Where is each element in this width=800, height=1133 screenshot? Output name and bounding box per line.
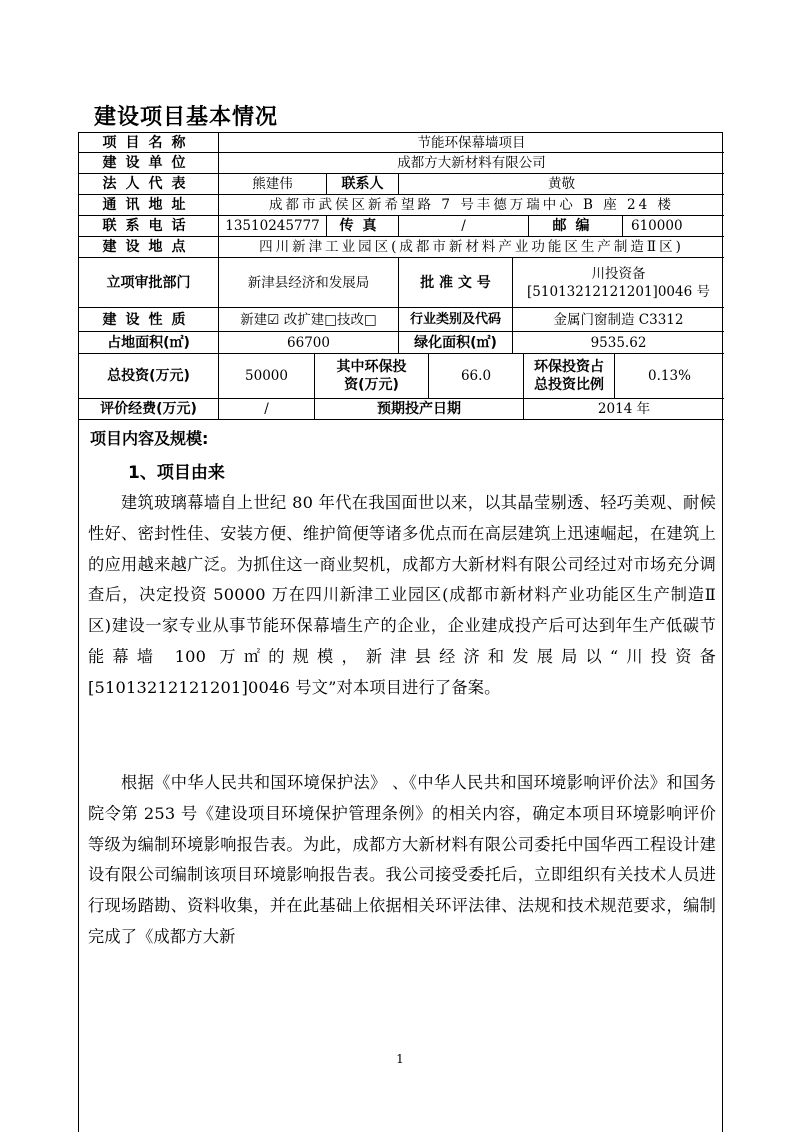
builder-value: 成都方大新材料有限公司 (219, 153, 724, 174)
total-inv-value: 50000 (219, 354, 315, 399)
paragraph-1: 建筑玻璃幕墙自上世纪 80 年代在我国面世以来，以其晶莹剔透、轻巧美观、耐候性好、密封性佳、安装方便、维护简便等诸多优点而在高层建筑上迅速崛起，在建筑上的应用越来越广泛。为抓住这一商业契机，成都方大新材料有限公司经过对市场充分调查后，决定投资 50000 万在四川新津工业园区(成都市新材料产业功能区生产制造Ⅱ区)建设一家专业从事节能环保幕墙生产的企业，企业建成投产后可达到年生产低碳节能幕墙 100 万㎡的规模，新津县经济和发展局以“川投资备[51013212121201]0046 号文”对本项目进行了备案。 (88, 493, 716, 697)
project-name-label: 项目名称 (79, 133, 219, 153)
env-ratio-label-line1: 环保投资占 (534, 359, 604, 375)
contact-label: 联系人 (327, 174, 399, 195)
project-name-value: 节能环保幕墙项目 (219, 133, 724, 153)
builder-label: 建设单位 (79, 153, 219, 174)
fax-value: / (399, 216, 529, 237)
section-title: 项目内容及规模: (90, 429, 209, 448)
approval-dept-label: 立项审批部门 (79, 258, 219, 308)
area-value: 66700 (219, 332, 399, 354)
approval-doc-line2: [51013212121201]0046 号 (527, 283, 710, 300)
prod-date-value: 2014 年 (524, 399, 724, 420)
fax-label: 传真 (327, 216, 399, 237)
industry-value: 金属门窗制造 C3312 (513, 308, 724, 332)
approval-dept-value: 新津县经济和发展局 (219, 258, 399, 308)
legal-rep-label: 法人代表 (79, 174, 219, 195)
phone-value: 13510245777 (219, 216, 327, 237)
industry-label: 行业类别及代码 (399, 308, 513, 332)
eval-fee-label: 评价经费(万元) (79, 399, 219, 420)
postcode-value: 610000 (623, 216, 724, 237)
eval-fee-value: / (219, 399, 315, 420)
approval-doc-label: 批 准 文 号 (399, 258, 513, 308)
subsection-title: 1、项目由来 (128, 463, 225, 483)
env-ratio-value: 0.13% (615, 354, 724, 399)
nature-value: 新建☑ 改扩建□技改□ (219, 308, 399, 332)
area-label: 占地面积(㎡) (79, 332, 219, 354)
env-ratio-label-line2: 总投资比例 (534, 377, 604, 393)
address-value: 成都市武侯区新希望路 7 号丰德万瑞中心 B 座 24 楼 (219, 195, 724, 216)
green-area-label: 绿化面积(㎡) (399, 332, 513, 354)
approval-doc-value (513, 258, 724, 308)
contact-value: 黄敬 (399, 174, 724, 195)
page-title: 建设项目基本情况 (94, 105, 279, 130)
env-inv-label (315, 354, 429, 399)
nature-label: 建设性质 (79, 308, 219, 332)
env-inv-label-line1: 其中环保投 (336, 359, 407, 375)
legal-rep-value: 熊建伟 (219, 174, 327, 195)
total-inv-label: 总投资(万元) (79, 354, 219, 399)
address-label: 通讯地址 (79, 195, 219, 216)
paragraph-2: 根据《中华人民共和国环境保护法》 、《中华人民共和国环境影响评价法》和国务院令第 253 号《建设项目环境保护管理条例》的相关内容，确定本项目环境影响评价等级为编制环境影响报告表。为此，成都方大新材料有限公司委托中国华西工程设计建设有限公司编制该项目环境影响报告表。我公司接受委托后，立即组织有关技术人员进行现场踏勘、资料收集，并在此基础上依据相关环评法律、法规和技术规范要求，编制完成了《成都方大新 (88, 773, 716, 946)
prod-date-label: 预期投产日期 (315, 399, 524, 420)
postcode-label: 邮编 (529, 216, 623, 237)
site-value: 四川新津工业园区(成都市新材料产业功能区生产制造Ⅱ区) (219, 237, 724, 258)
approval-doc-line1: 川投资备 (591, 265, 646, 282)
page-number: 1 (396, 1052, 404, 1066)
env-ratio-label (524, 354, 615, 399)
env-inv-label-line2: 资(万元) (344, 377, 399, 393)
site-label: 建设地点 (79, 237, 219, 258)
phone-label: 联系电话 (79, 216, 219, 237)
env-inv-value: 66.0 (429, 354, 524, 399)
green-area-value: 9535.62 (513, 332, 724, 354)
